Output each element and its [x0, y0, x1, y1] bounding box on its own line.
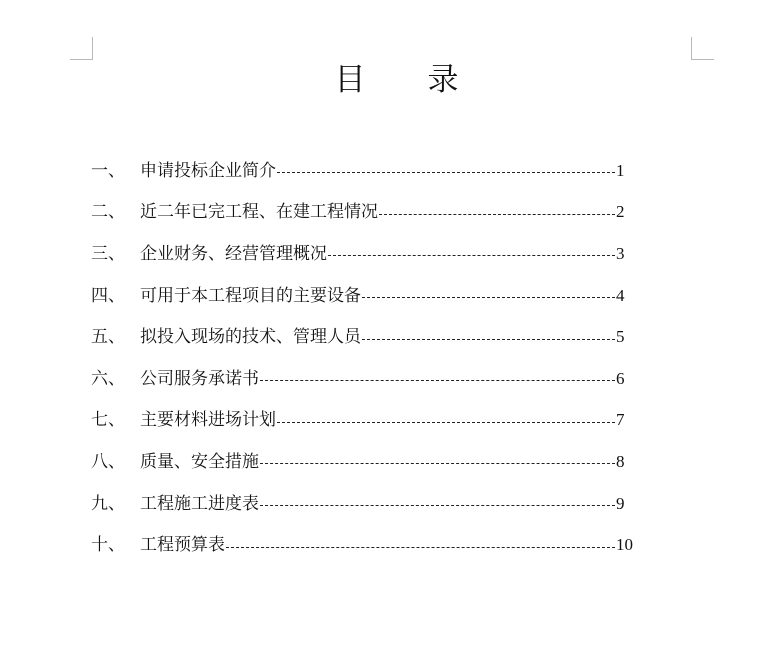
toc-leader-dashes — [362, 297, 615, 298]
toc-entry-title: 公司服务承诺书 — [140, 368, 259, 389]
toc-entry-page: 7 — [616, 410, 625, 430]
toc-entry-9[interactable] — [91, 483, 636, 525]
toc-entry-page: 3 — [616, 243, 625, 263]
toc-leader-dashes — [328, 255, 615, 256]
toc-entry-number: 十、 — [91, 535, 125, 556]
toc-entry-page: 1 — [616, 160, 625, 180]
toc-leader-dashes — [260, 505, 615, 506]
toc-entry-title: 质量、安全措施 — [140, 451, 259, 472]
toc-entry-number: 八、 — [91, 451, 125, 472]
toc-entry-10[interactable] — [91, 524, 636, 566]
toc-leader-dashes — [277, 422, 615, 423]
toc-entry-page: 5 — [616, 327, 625, 347]
toc-leader-dashes — [362, 339, 615, 340]
toc-entry-title: 可用于本工程项目的主要设备 — [140, 285, 361, 306]
crop-mark-top-left — [70, 37, 93, 60]
title-char-2: 录 — [427, 62, 459, 98]
toc-entry-3[interactable] — [91, 233, 636, 275]
toc-entry-title: 拟投入现场的技术、管理人员 — [140, 327, 361, 348]
toc-entry-number: 九、 — [91, 493, 125, 514]
toc-entry-number: 四、 — [91, 285, 125, 306]
toc-entry-6[interactable] — [91, 358, 636, 400]
toc-entry-7[interactable] — [91, 400, 636, 442]
toc-entry-5[interactable] — [91, 316, 636, 358]
page-title — [0, 60, 779, 100]
toc-entry-1[interactable] — [91, 150, 636, 192]
toc-entry-title: 近二年已完工程、在建工程情况 — [140, 202, 378, 223]
title-char-1: 目 — [334, 62, 366, 98]
toc-entry-page: 2 — [616, 202, 625, 222]
crop-mark-top-right — [691, 37, 714, 60]
toc-entry-number: 七、 — [91, 410, 125, 431]
toc-entry-page: 10 — [616, 535, 633, 555]
toc-entry-number: 三、 — [91, 243, 125, 264]
toc-entry-title: 申请投标企业简介 — [140, 160, 276, 181]
toc-leader-dashes — [260, 380, 615, 381]
toc-entry-4[interactable] — [91, 275, 636, 317]
table-of-contents — [91, 150, 636, 566]
toc-entry-title: 工程预算表 — [140, 535, 225, 556]
toc-entry-number: 六、 — [91, 368, 125, 389]
toc-entry-page: 6 — [616, 368, 625, 388]
toc-entry-title: 工程施工进度表 — [140, 493, 259, 514]
toc-entry-2[interactable] — [91, 192, 636, 234]
toc-entry-number: 一、 — [91, 160, 125, 181]
toc-entry-page: 8 — [616, 451, 625, 471]
toc-entry-number: 五、 — [91, 327, 125, 348]
toc-entry-page: 9 — [616, 493, 625, 513]
toc-entry-title: 企业财务、经营管理概况 — [140, 243, 327, 264]
toc-entry-8[interactable] — [91, 441, 636, 483]
toc-entry-title: 主要材料进场计划 — [140, 410, 276, 431]
toc-entry-page: 4 — [616, 285, 625, 305]
toc-leader-dashes — [226, 547, 615, 548]
toc-leader-dashes — [260, 463, 615, 464]
toc-entry-number: 二、 — [91, 202, 125, 223]
toc-leader-dashes — [277, 172, 615, 173]
toc-leader-dashes — [379, 214, 615, 215]
